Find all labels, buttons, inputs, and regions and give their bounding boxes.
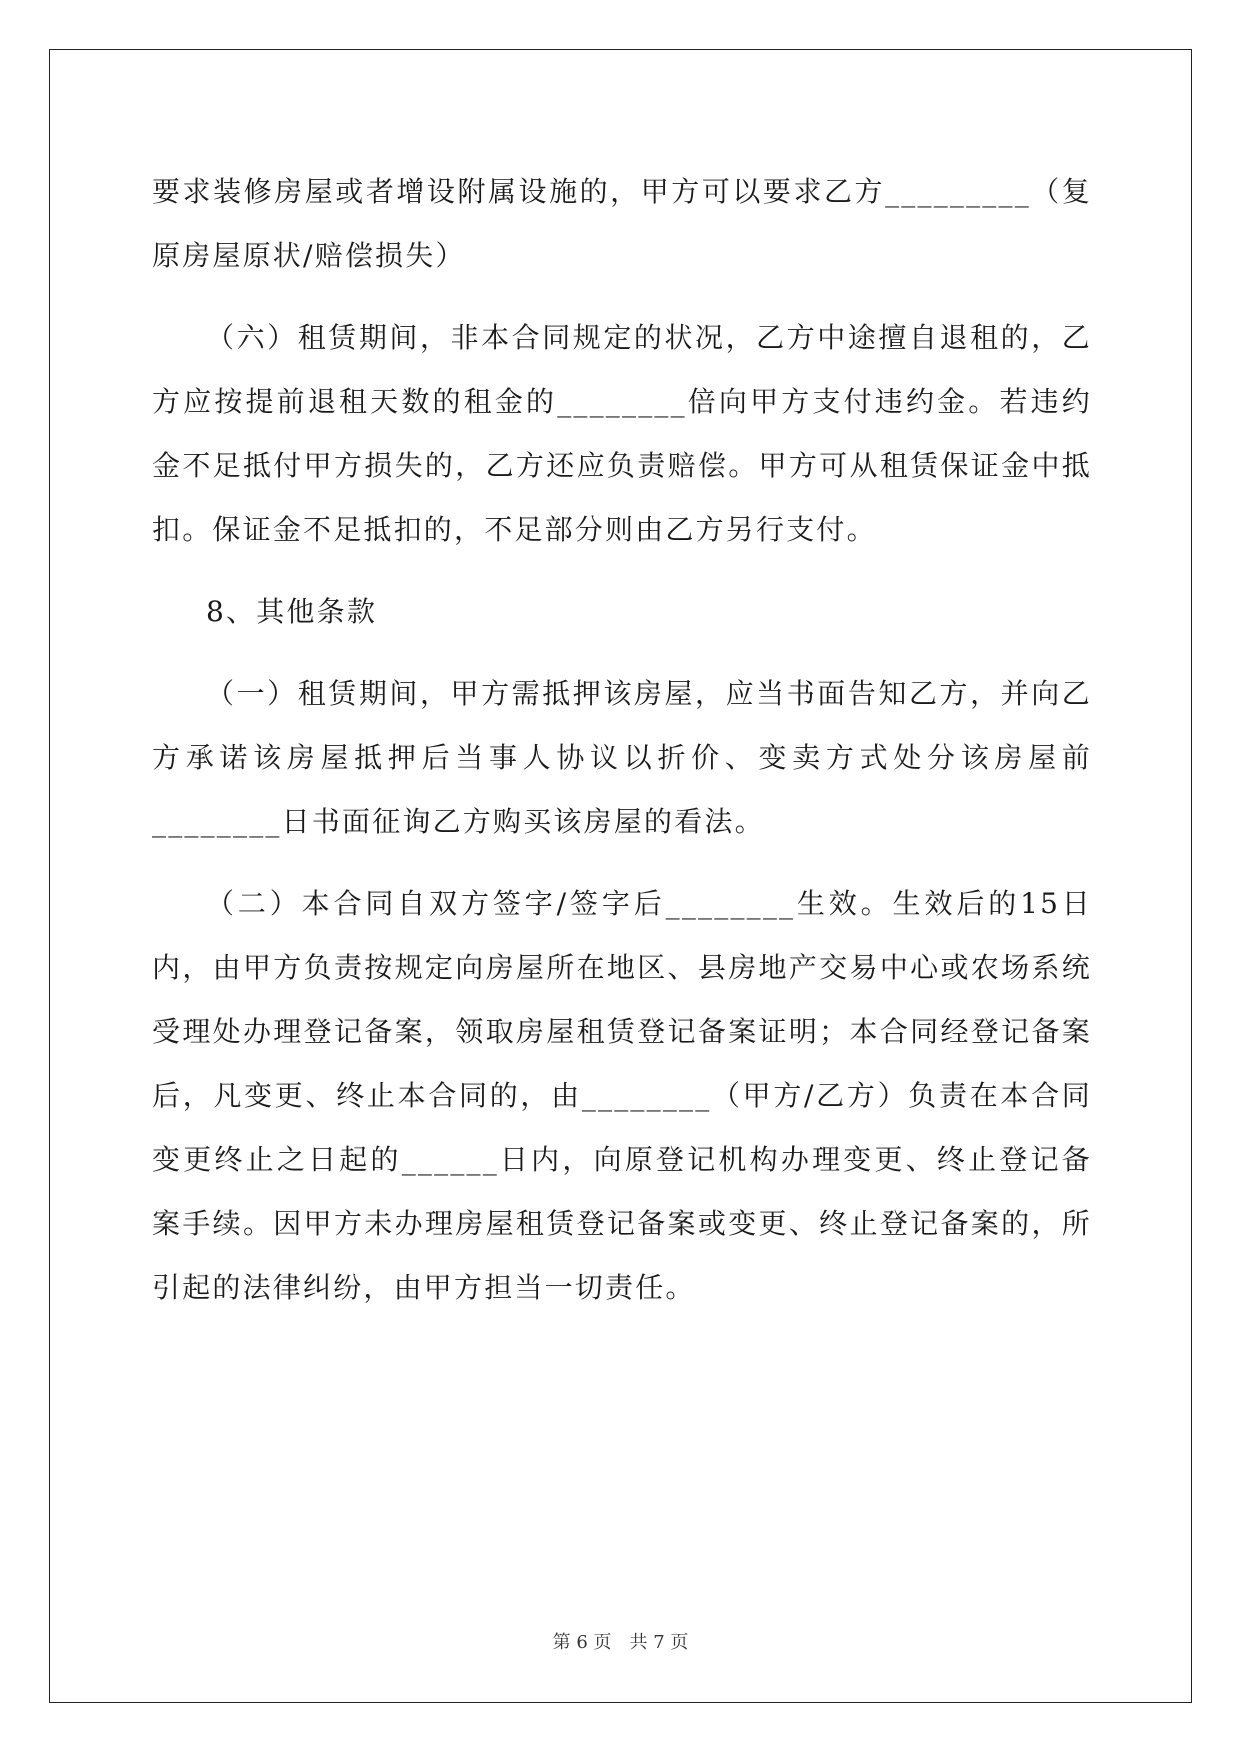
page-footer xyxy=(0,1628,1241,1654)
paragraph-clause-6: （六）租赁期间，非本合同规定的状况，乙方中途擅自退租的，乙方应按提前退租天数的租金的________倍向甲方支付违约金。若违约金不足抵付甲方损失的，乙方还应负责赔偿。甲方可从租赁保证金中抵扣。保证金不足抵扣的，不足部分则由乙方另行支付。 xyxy=(152,321,1092,546)
paragraph-clause-1: （一）租赁期间，甲方需抵押该房屋，应当书面告知乙方，并向乙方承诺该房屋抵押后当事人协议以折价、变卖方式处分该房屋前________日书面征询乙方购买该房屋的看法。 xyxy=(152,677,1092,838)
section-heading-other-terms: 8、其他条款 xyxy=(206,595,378,628)
paragraph-continuation: 要求装修房屋或者增设附属设施的，甲方可以要求乙方_________（复原房屋原状/赔偿损失） xyxy=(152,175,1092,272)
page-number: 第 6 页 xyxy=(552,1632,612,1653)
paragraph-clause-2: （二）本合同自双方签字/签字后________生效。生效后的15日内，由甲方负责按规定向房屋所在地区、县房地产交易中心或农场系统受理处办理登记备案，领取房屋租赁登记备案证明；本合同经登记备案后，凡变更、终止本合同的，由________（甲方/乙方）负责在本合同变更终止之日起的______日内，向原登记机构办理变更、终止登记备案手续。因甲方未办理房屋租赁登记备案或变更、终止登记备案的，所引起的法律纠纷，由甲方担当一切责任。 xyxy=(152,887,1092,1304)
document-body xyxy=(152,160,1092,1320)
page-total: 共 7 页 xyxy=(629,1632,689,1653)
